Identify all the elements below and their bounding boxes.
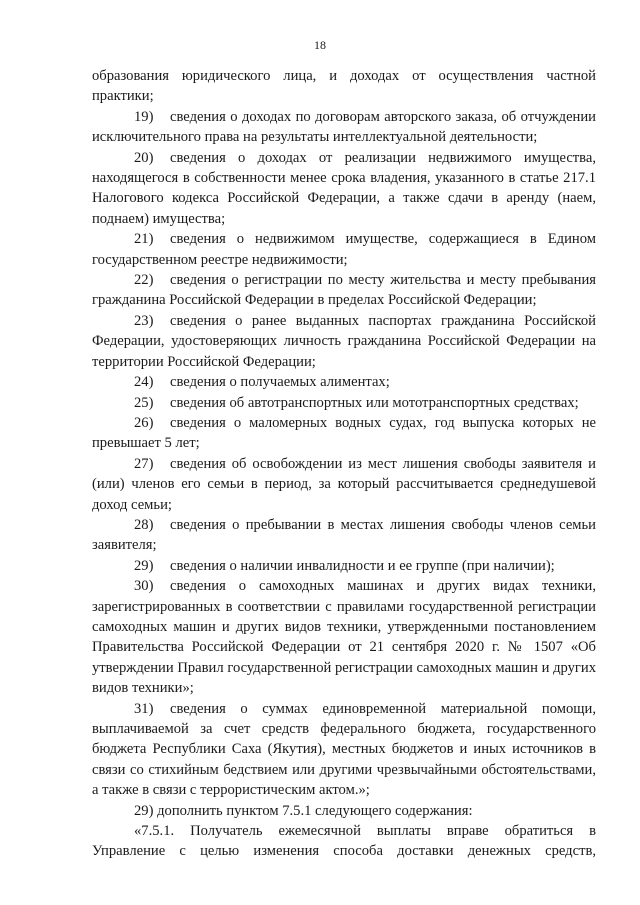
list-item-text: сведения о доходах от реализации недвижимого имущества, находящегося в собственности менее срока владения, указанного в статье 217.1 Налогового кодекса Российской Федерации, а также сдачи в аренду (наем, поднаем) имущества;	[92, 149, 596, 227]
list-item-number: 29)	[134, 557, 154, 574]
list-item-text: сведения о самоходных машинах и других видах техники, зарегистрированных в соответствии с правилами государственной регистрации самоходных машин и других видов техники, утвержденными постановлением Правительства Российской Федерации от 21 сентября 2020 г. № 1507 «Об утверждении Правил государственной регистрации самоходных машин и других видов техники»;	[92, 578, 596, 697]
list-item-number: 30)	[134, 578, 154, 595]
list-item-text: сведения о маломерных водных судах, год выпуска которых не превышает 5 лет;	[92, 414, 596, 452]
list-item-25	[92, 393, 596, 413]
list-item-24	[92, 372, 596, 392]
list-item-number: 21)	[134, 231, 154, 248]
list-item-26	[92, 413, 596, 454]
list-item-22	[92, 270, 596, 311]
list-item-text: сведения о суммах единовременной материальной помощи, выплачиваемой за счет средств федерального бюджета, государственного бюджета Республики Саха (Якутия), местных бюджетов и иных источников в связи со стихийным бедствием или другими чрезвычайными обстоятельствами, а также в связи с террористическим актом.»;	[92, 700, 596, 799]
list-item-28	[92, 515, 596, 556]
list-item-number: 22)	[134, 272, 154, 289]
page-number: 18	[314, 38, 326, 52]
list-item-text: сведения о доходах по договорам авторского заказа, об отчуждении исключительного права на результаты интеллектуальной деятельности;	[92, 108, 596, 146]
list-item-20	[92, 148, 596, 230]
list-item-number: 28)	[134, 516, 154, 533]
list-item-text: сведения об освобождении из мест лишения свободы заявителя и (или) членов его семьи в период, за который рассчитывается среднедушевой доход семьи;	[92, 455, 596, 513]
list-item-text: сведения о пребывании в местах лишения свободы членов семьи заявителя;	[92, 516, 596, 554]
list-item-text: сведения о ранее выданных паспортах гражданина Российской Федерации, удостоверяющих личность гражданина Российской Федерации на территории Российской Федерации;	[92, 312, 596, 370]
list-item-number: 19)	[134, 108, 154, 125]
amendment-paragraph: 29) дополнить пунктом 7.5.1 следующего содержания:	[134, 802, 473, 819]
list-item-text: сведения об автотранспортных или мототранспортных средствах;	[170, 394, 579, 411]
list-item-text: сведения о недвижимом имуществе, содержащиеся в Едином государственном реестре недвижимости;	[92, 231, 596, 268]
list-item-number: 20)	[134, 149, 154, 166]
list-item-31	[92, 699, 596, 801]
list-item-30	[92, 576, 596, 698]
list-item-27	[92, 454, 596, 515]
list-item-number: 26)	[134, 414, 154, 431]
list-item-number: 24)	[134, 374, 154, 391]
list-item-23	[92, 311, 596, 372]
list-item-number: 25)	[134, 394, 154, 411]
new-clause-paragraph: «7.5.1. Получатель ежемесячной выплаты вправе обратиться в Управление с целью изменения способа доставки денежных средств,	[92, 823, 596, 860]
list-item-19	[92, 107, 596, 148]
list-item-number: 27)	[134, 455, 154, 472]
body-text	[92, 66, 596, 862]
list-item-text: сведения о получаемых алиментах;	[170, 374, 390, 391]
list-item-21	[92, 229, 596, 270]
list-item-number: 31)	[134, 700, 154, 717]
list-item-text: сведения о регистрации по месту жительства и месту пребывания гражданина Российской Федерации в пределах Российской Федерации;	[92, 272, 596, 309]
list-item-text: сведения о наличии инвалидности и ее группе (при наличии);	[170, 557, 555, 574]
list-item-29	[92, 556, 596, 576]
list-item-number: 23)	[134, 312, 154, 329]
paragraph-continuation: образования юридического лица, и доходах от осуществления частной практики;	[92, 68, 596, 105]
